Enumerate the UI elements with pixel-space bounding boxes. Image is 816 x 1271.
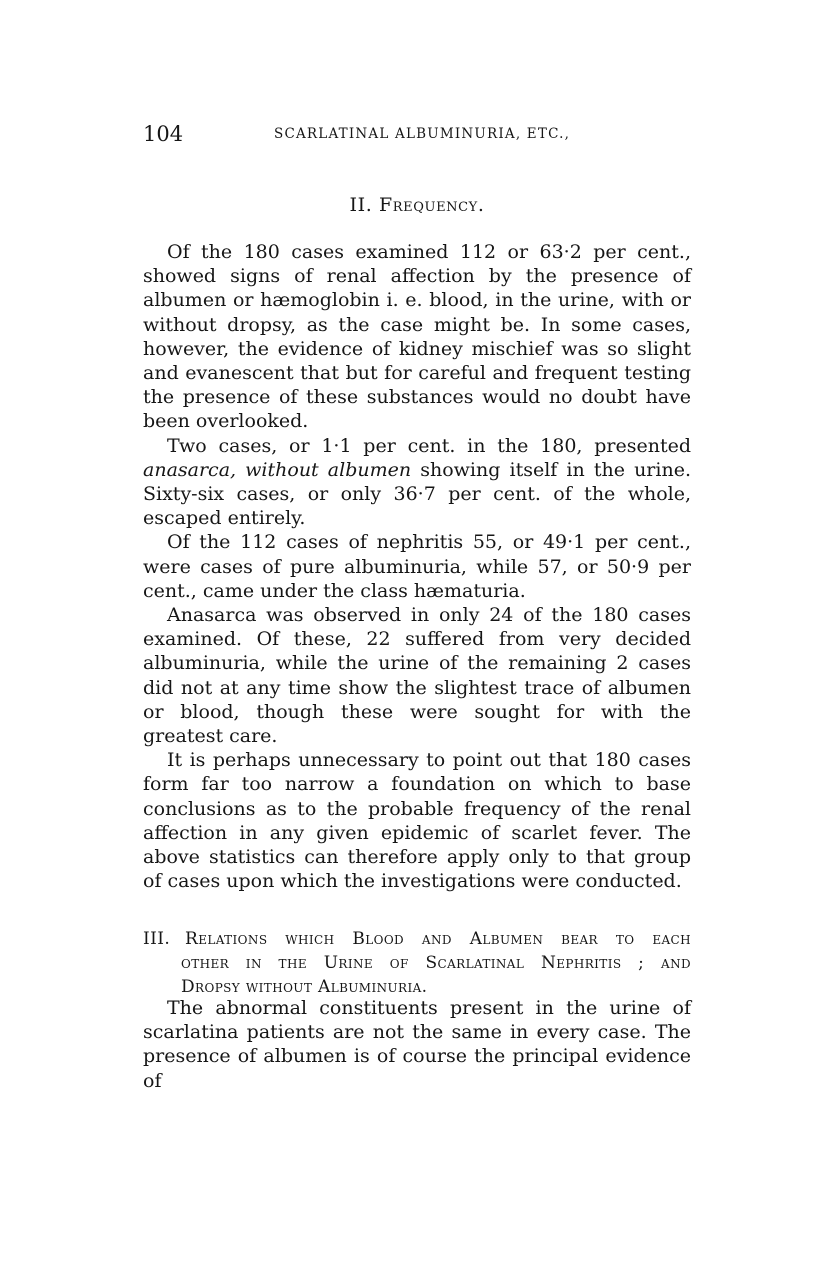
paragraph-statistics: It is perhaps unnecessary to point out that 180 cases form far too narrow a foundation on which to base conclusions as to the probable frequency of the renal affection in any given epidemic of scarlet fever. The above statistics can therefore apply only to that group of cases upon which the investigations were conducted. bbox=[143, 749, 691, 893]
paragraph-two-cases bbox=[143, 434, 691, 531]
paragraph-escaped: Sixty-six cases, or only 36·7 per cent. of the whole, escaped entirely. bbox=[143, 483, 691, 530]
paragraph-anasarca: Anasarca was observed in only 24 of the 180 cases examined. Of these, 22 suffered from very decided albuminuria, while the urine of the remaining 2 cases did not at any time show the slightest trace of albumen or blood, though these were sought for with the greatest care. bbox=[143, 604, 691, 748]
paragraph-frequency-1: Of the 180 cases examined 112 or 63·2 per cent., showed signs of renal affection by the presence of albumen or hæmoglobin i. e. blood, in the urine, with or without dropsy, as the case might be. In some cases, however, the evidence of kidney mischief was so slight and evanescent that but for careful and frequent testing the presence of these substances would no doubt have been overlooked. bbox=[143, 241, 691, 433]
running-head bbox=[143, 122, 691, 150]
section-relations-body bbox=[143, 996, 691, 1093]
heading-line-2: other in the Urine of Scarlatinal Nephritis ; and bbox=[181, 953, 691, 973]
paragraph-abnormal-constituents: The abnormal constituents present in the urine of scarlatina patients are not the same in every case. The presence of albumen is of course the principal evidence of bbox=[143, 997, 691, 1092]
page-number: 104 bbox=[143, 122, 184, 146]
paragraph-nephritis: Of the 112 cases of nephritis 55, or 49·1 per cent., were cases of pure albuminuria, while 57, or 50·9 per cent., came under the class hæmaturia. bbox=[143, 531, 691, 602]
section-heading-frequency: II. Frequency. bbox=[349, 194, 485, 216]
two-cases-lead: Two cases, or 1·1 per cent. in the 180, presented bbox=[167, 434, 691, 457]
section-numeral: III. bbox=[143, 929, 171, 949]
heading-line-1: Relations which Blood and Albumen bear to each bbox=[185, 929, 691, 949]
two-cases-trail: showing itself in the urine. bbox=[420, 458, 691, 481]
section-frequency-body bbox=[143, 240, 691, 893]
heading-line-3: Dropsy without Albuminuria. bbox=[181, 977, 428, 997]
running-title: SCARLATINAL ALBUMINURIA, ETC., bbox=[274, 126, 571, 142]
two-cases-italic: anasarca, without albumen bbox=[143, 458, 412, 481]
